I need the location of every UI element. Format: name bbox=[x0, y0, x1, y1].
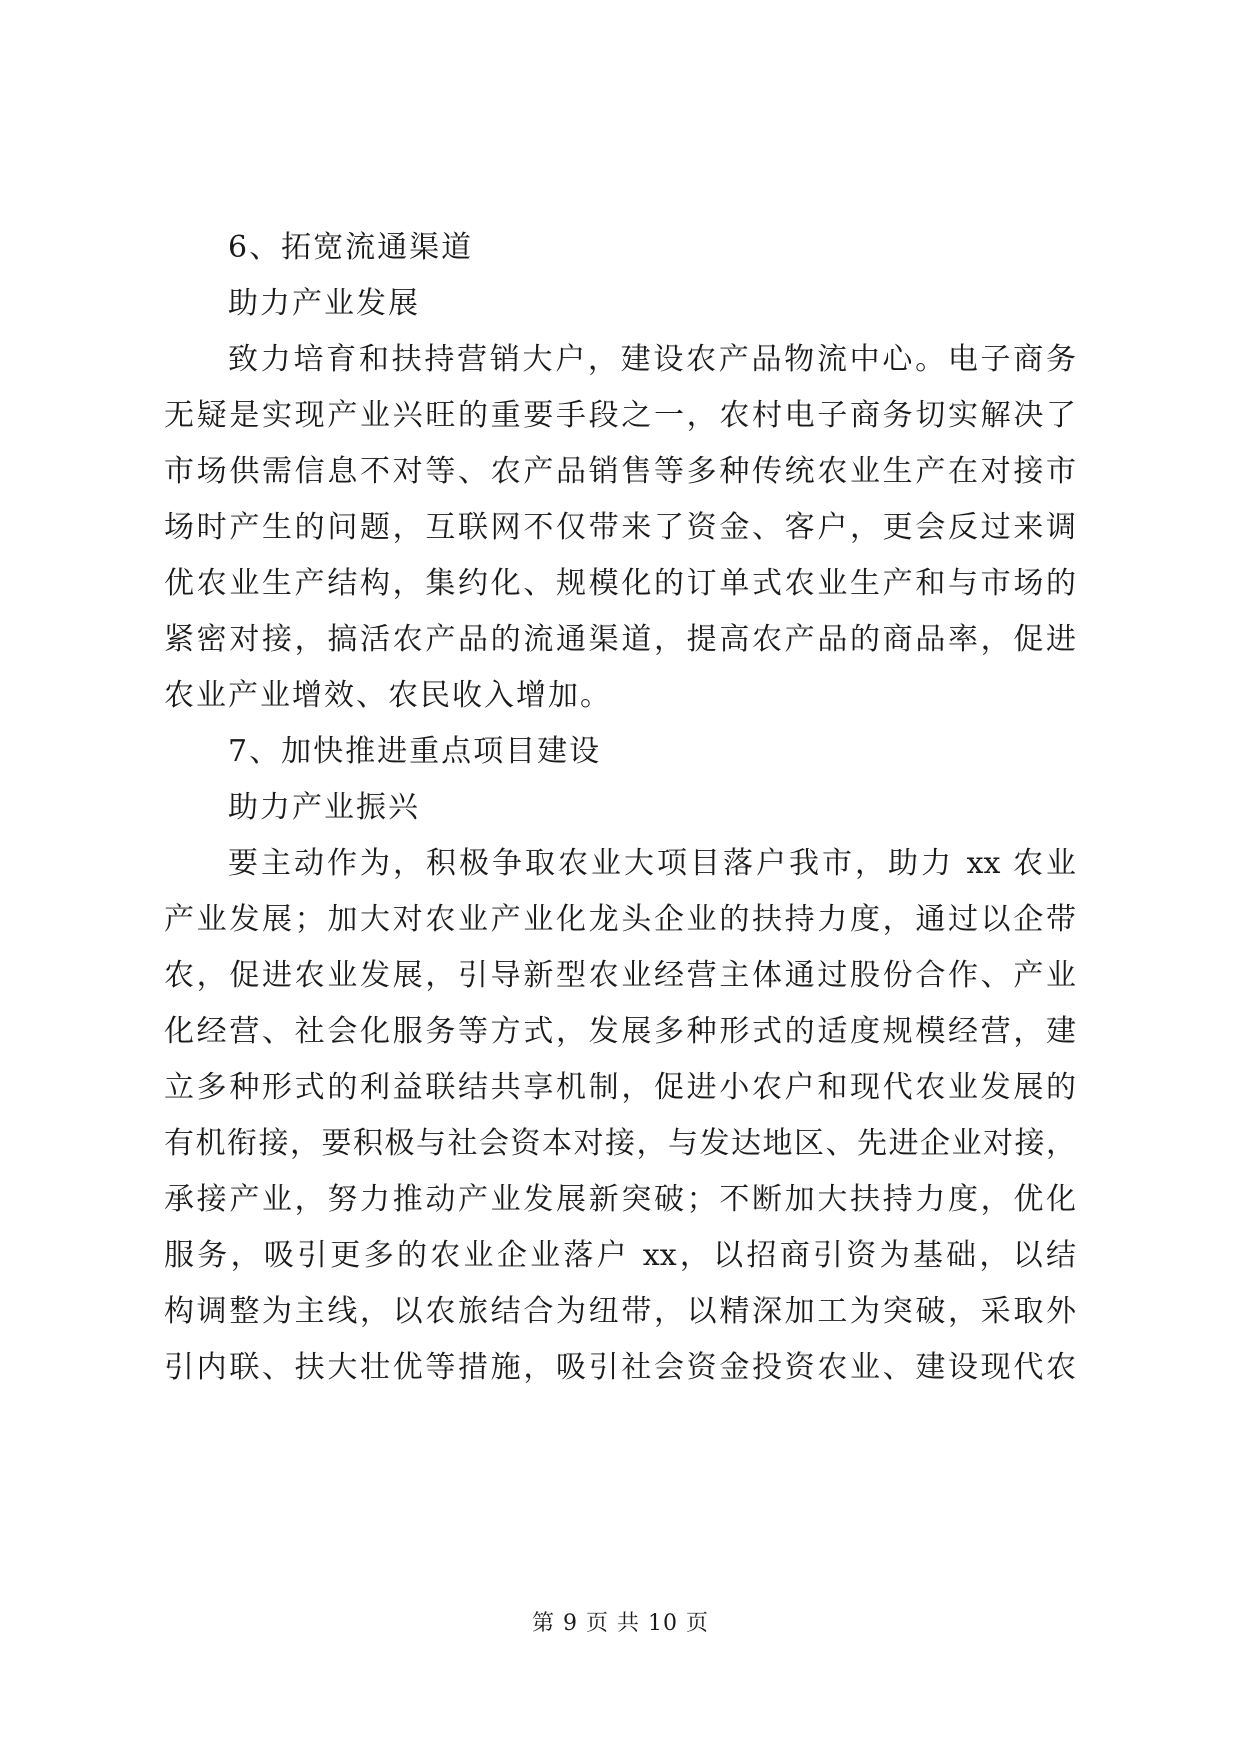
paragraph-line: 产业发展；加大对农业产业化龙头企业的扶持力度，通过以企带 bbox=[164, 902, 1076, 937]
subheading-6: 助力产业发展 bbox=[228, 286, 420, 321]
paragraph-line: 紧密对接，搞活农产品的流通渠道，提高农产品的商品率，促进 bbox=[164, 622, 1076, 657]
paragraph-line: 有机衔接，要积极与社会资本对接，与发达地区、先进企业对接， bbox=[164, 1126, 1076, 1161]
heading-6: 6、拓宽流通渠道 bbox=[228, 230, 474, 265]
paragraph-line: 优农业生产结构，集约化、规模化的订单式农业生产和与市场的 bbox=[164, 566, 1076, 601]
paragraph-line: 引内联、扶大壮优等措施，吸引社会资金投资农业、建设现代农 bbox=[164, 1350, 1076, 1385]
paragraph-line: 农，促进农业发展，引导新型农业经营主体通过股份合作、产业 bbox=[164, 958, 1076, 993]
paragraph-line: 构调整为主线，以农旅结合为纽带，以精深加工为突破，采取外 bbox=[164, 1294, 1076, 1329]
paragraph-line: 承接产业，努力推动产业发展新突破；不断加大扶持力度，优化 bbox=[164, 1182, 1076, 1217]
paragraph-line: 场时产生的问题，互联网不仅带来了资金、客户，更会反过来调 bbox=[164, 510, 1076, 545]
heading-7: 7、加快推进重点项目建设 bbox=[228, 734, 602, 769]
page-number-footer: 第 9 页 共 10 页 bbox=[532, 1611, 709, 1636]
paragraph-line: 立多种形式的利益联结共享机制，促进小农户和现代农业发展的 bbox=[164, 1070, 1076, 1105]
paragraph-line: 致力培育和扶持营销大户，建设农产品物流中心。电子商务 bbox=[228, 342, 1076, 377]
paragraph-line: 化经营、社会化服务等方式，发展多种形式的适度规模经营，建 bbox=[164, 1014, 1076, 1049]
paragraph-line: 无疑是实现产业兴旺的重要手段之一，农村电子商务切实解决了 bbox=[164, 398, 1076, 433]
subheading-7: 助力产业振兴 bbox=[228, 790, 420, 825]
paragraph-line: 农业产业增效、农民收入增加。 bbox=[164, 678, 612, 713]
paragraph-line: 服务，吸引更多的农业企业落户 xx，以招商引资为基础，以结 bbox=[164, 1238, 1076, 1273]
paragraph-line: 市场供需信息不对等、农产品销售等多种传统农业生产在对接市 bbox=[164, 454, 1076, 489]
paragraph-line: 要主动作为，积极争取农业大项目落户我市，助力 xx 农业 bbox=[228, 846, 1076, 881]
